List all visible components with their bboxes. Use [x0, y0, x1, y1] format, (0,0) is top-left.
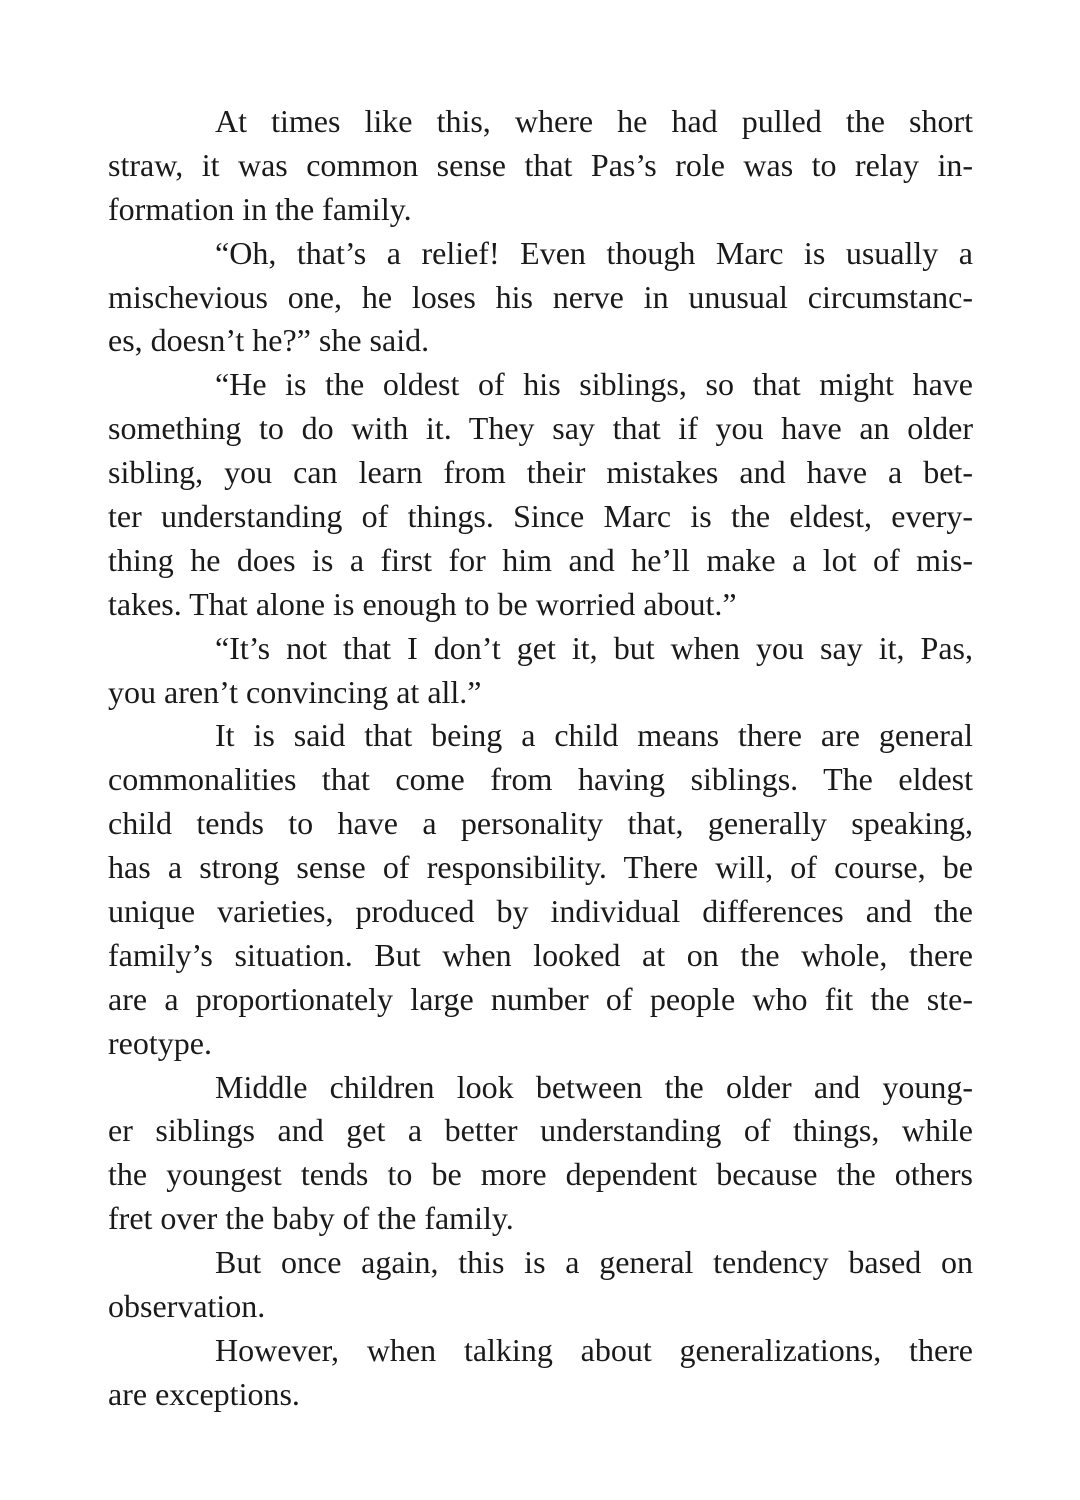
text-line: Middle children look between the older and young-	[215, 1068, 973, 1105]
text-line: straw, it was common sense that Pas’s role was to relay in-	[108, 146, 973, 183]
paragraph-8	[108, 1329, 973, 1417]
text-line: However, when talking about generalizations, there	[215, 1331, 973, 1368]
paragraph-2	[108, 232, 973, 364]
text-line: “It’s not that I don’t get it, but when you say it, Pas,	[215, 629, 973, 666]
text-line: you aren’t convincing at all.”	[108, 673, 482, 710]
text-line: But once again, this is a general tendency based on	[215, 1244, 973, 1281]
text-line: family’s situation. But when looked at on the whole, there	[108, 936, 973, 973]
text-line: child tends to have a personality that, generally speaking,	[108, 805, 973, 842]
text-line: formation in the family.	[108, 190, 412, 227]
text-line: are exceptions.	[108, 1375, 300, 1412]
book-page	[108, 100, 973, 1417]
text-line: It is said that being a child means there are general	[215, 717, 973, 754]
text-line: something to do with it. They say that if you have an older	[108, 410, 973, 447]
text-line: “Oh, that’s a relief! Even though Marc is usually a	[215, 234, 973, 271]
text-line: es, doesn’t he?” she said.	[108, 322, 430, 359]
paragraph-4	[108, 627, 973, 715]
paragraph-7	[108, 1241, 973, 1329]
text-line: sibling, you can learn from their mistakes and have a bet-	[108, 454, 973, 491]
paragraph-5	[108, 714, 973, 1065]
text-line: At times like this, where he had pulled the short	[215, 103, 973, 139]
text-line: commonalities that come from having siblings. The eldest	[108, 761, 973, 798]
text-line: has a strong sense of responsibility. There will, of course, be	[108, 849, 973, 886]
text-line: thing he does is a first for him and he’ll make a lot of mis-	[108, 541, 973, 578]
text-line: observation.	[108, 1288, 266, 1325]
text-line: mischevious one, he loses his nerve in unusual circumstanc-	[108, 278, 973, 315]
paragraph-6	[108, 1066, 973, 1242]
text-line: unique varieties, produced by individual differences and the	[108, 893, 973, 930]
text-line: “He is the oldest of his siblings, so that might have	[215, 366, 973, 403]
text-line: takes. That alone is enough to be worried about.”	[108, 585, 737, 622]
text-line: are a proportionately large number of people who fit the ste-	[108, 980, 973, 1017]
text-line: the youngest tends to be more dependent because the others	[108, 1156, 973, 1193]
text-line: fret over the baby of the family.	[108, 1200, 514, 1237]
text-line: er siblings and get a better understanding of things, while	[108, 1112, 973, 1149]
text-line: ter understanding of things. Since Marc is the eldest, every-	[108, 498, 973, 535]
text-line: reotype.	[108, 1024, 212, 1061]
paragraph-1	[108, 100, 973, 232]
paragraph-3	[108, 363, 973, 626]
